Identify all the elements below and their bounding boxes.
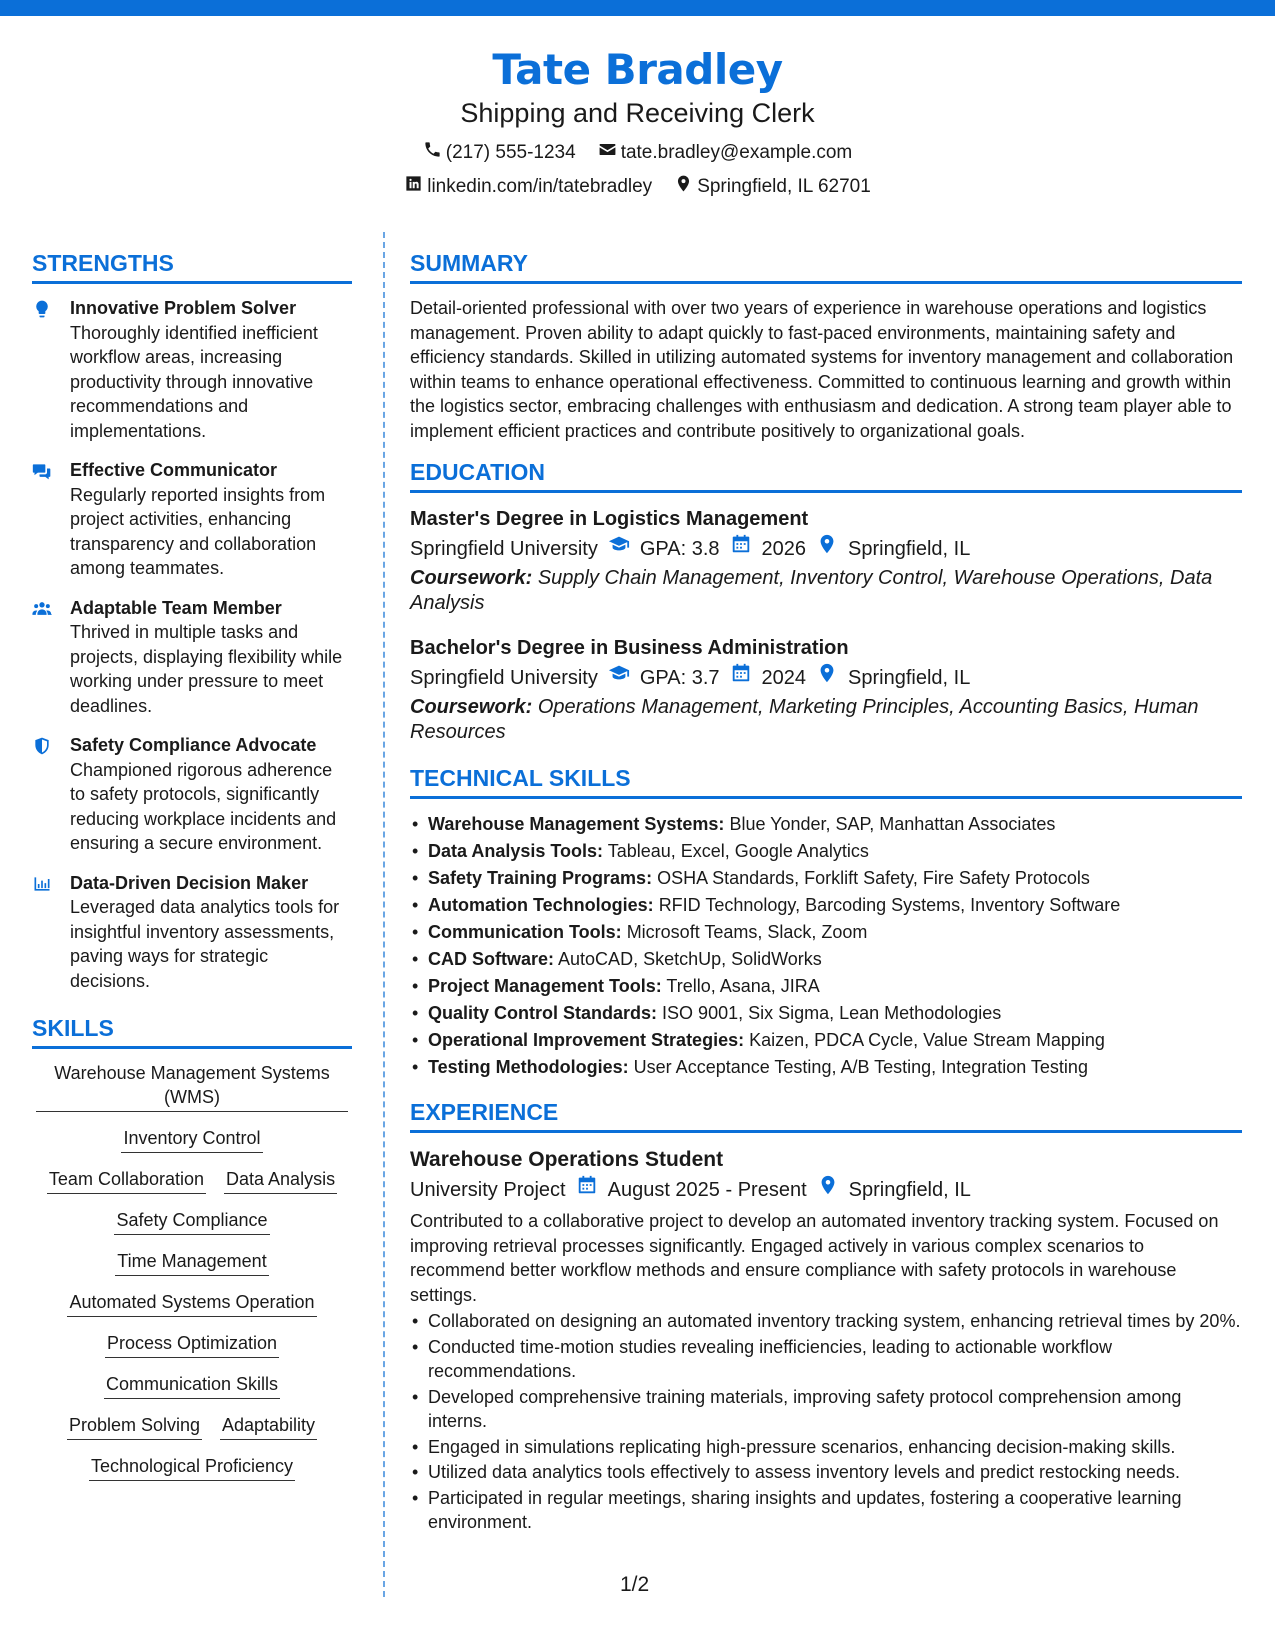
strength-title: Effective Communicator — [70, 460, 278, 480]
skill-chip: Inventory Control — [121, 1126, 262, 1153]
calendar-icon — [730, 662, 752, 693]
graduation-cap-icon — [608, 662, 630, 693]
calendar-icon — [576, 1174, 598, 1205]
map-marker-icon — [674, 174, 693, 200]
skill-chip: Warehouse Management Systems (WMS) — [36, 1061, 348, 1112]
skills-list — [32, 1061, 352, 1481]
list-item: • Engaged in simulations replicating high-pressure scenarios, enhancing decision-making skills. — [410, 1435, 1242, 1460]
education-meta — [410, 533, 1242, 564]
strength-item — [32, 733, 352, 856]
skills-heading: SKILLS — [32, 1013, 352, 1049]
tech-skill-value: Kaizen, PDCA Cycle, Value Stream Mapping — [749, 1030, 1105, 1050]
skill-row — [32, 1167, 352, 1194]
location-text: Springfield, IL 62701 — [697, 176, 871, 197]
skill-chip: Safety Compliance — [114, 1208, 269, 1235]
skill-row — [32, 1331, 352, 1358]
job-location: Springfield, IL — [848, 1178, 971, 1201]
contact-email[interactable] — [598, 140, 853, 166]
graduation-year: 2026 — [761, 537, 807, 560]
page-number: 1/2 — [620, 1573, 650, 1596]
experience-entry — [410, 1145, 1242, 1535]
skill-chip: Communication Skills — [104, 1372, 280, 1399]
list-item — [410, 838, 1242, 865]
coursework — [410, 566, 1242, 616]
job-dates: August 2025 - Present — [607, 1178, 807, 1201]
degree-title: Bachelor's Degree in Business Administration — [410, 637, 849, 659]
users-icon — [32, 596, 56, 719]
list-item — [410, 973, 1242, 1000]
tech-skill-label: Safety Training Programs: — [428, 868, 653, 888]
phone-text: (217) 555-1234 — [445, 142, 576, 163]
tech-skill-value: User Acceptance Testing, A/B Testing, Integration Testing — [633, 1057, 1088, 1077]
summary-heading: SUMMARY — [410, 248, 1242, 284]
strength-title: Adaptable Team Member — [70, 597, 282, 618]
tech-skill-value: Blue Yonder, SAP, Manhattan Associates — [729, 814, 1056, 834]
contact-phone[interactable] — [423, 140, 576, 166]
contact-row-1 — [0, 140, 1275, 166]
job-title: Warehouse Operations Student — [410, 1148, 724, 1171]
job-description: Contributed to a collaborative project to develop an automated inventory tracking system. Focused on improving retrieval processes significantly. Engaged actively in various complex scenarios to recommend better workflow methods and ensure compliance with safety protocols in warehouse settings. — [410, 1211, 1219, 1305]
tech-skill-value: RFID Technology, Barcoding Systems, Inventory Software — [658, 895, 1121, 915]
tech-skill-label: Communication Tools: — [428, 922, 622, 942]
column-divider — [383, 232, 385, 1597]
list-item: • Utilized data analytics tools effectively to assess inventory levels and predict restocking needs. — [410, 1460, 1242, 1485]
strength-title: Safety Compliance Advocate — [70, 735, 317, 755]
left-column — [32, 248, 352, 1495]
list-item — [410, 919, 1242, 946]
skill-row — [32, 1413, 352, 1440]
skill-row — [32, 1372, 352, 1399]
summary-text: Detail-oriented professional with over two years of experience in warehouse operations and logistics management. Proven ability to adapt quickly to fast-paced environments, maintaining safety and efficiency standards. Skilled in utilizing automated systems for inventory management and collaboration within teams to enhance operational effectiveness. Committed to continuous learning and growth within the logistics sector, embracing challenges with enthusiasm and dedication. A strong team player able to implement efficient practices and contribute positively to organizational goals. — [410, 298, 1234, 441]
education-entry — [410, 505, 1242, 616]
skill-chip: Technological Proficiency — [89, 1454, 295, 1481]
skill-chip: Data Analysis — [224, 1167, 337, 1194]
skill-row — [32, 1061, 352, 1112]
strength-desc: Thrived in multiple tasks and projects, displaying flexibility while working under pressure to meet deadlines. — [70, 622, 343, 716]
school-name: Springfield University — [410, 666, 598, 689]
job-org: University Project — [410, 1178, 566, 1201]
coursework — [410, 695, 1242, 745]
strength-desc: Championed rigorous adherence to safety protocols, significantly reducing workplace incidents and ensuring a secure environment. — [70, 759, 337, 853]
skill-row — [32, 1454, 352, 1481]
strength-desc: Thoroughly identified inefficient workflow areas, increasing productivity through innovative recommendations and implementations. — [70, 322, 318, 441]
list-item — [410, 946, 1242, 973]
list-item: • Conducted time-motion studies revealing inefficiencies, leading to actionable workflow recommendations. — [410, 1335, 1242, 1384]
tech-skill-value: ISO 9001, Six Sigma, Lean Methodologies — [662, 1003, 1002, 1023]
skill-chip: Time Management — [115, 1249, 268, 1276]
list-item: • Developed comprehensive training materials, improving safety protocol comprehension among interns. — [410, 1385, 1242, 1434]
experience-heading: EXPERIENCE — [410, 1097, 1242, 1133]
skill-row — [32, 1208, 352, 1235]
tech-skill-label: Operational Improvement Strategies: — [428, 1030, 745, 1050]
linkedin-icon — [404, 174, 423, 200]
tech-skill-value: Microsoft Teams, Slack, Zoom — [626, 922, 868, 942]
tech-skill-label: Automation Technologies: — [428, 895, 654, 915]
strength-item — [32, 596, 352, 719]
technical-skills-list — [410, 811, 1242, 1081]
contact-row-2 — [0, 174, 1275, 200]
skill-row — [32, 1290, 352, 1317]
map-marker-icon — [817, 1174, 839, 1205]
gpa-text: GPA: 3.7 — [639, 666, 720, 689]
gpa-text: GPA: 3.8 — [639, 537, 720, 560]
job-meta — [410, 1174, 1242, 1205]
graduation-year: 2024 — [761, 666, 807, 689]
education-meta — [410, 662, 1242, 693]
envelope-icon — [598, 140, 617, 166]
map-marker-icon — [816, 533, 838, 564]
phone-icon — [423, 140, 442, 166]
right-column — [410, 248, 1242, 1536]
linkedin-text: linkedin.com/in/tatebradley — [427, 176, 653, 197]
tech-skill-value: OSHA Standards, Forklift Safety, Fire Safety Protocols — [657, 868, 1090, 888]
tech-skill-value: Tableau, Excel, Google Analytics — [607, 841, 869, 861]
skill-chip: Team Collaboration — [47, 1167, 206, 1194]
tech-skill-value: AutoCAD, SketchUp, SolidWorks — [558, 949, 822, 969]
tech-skill-label: Project Management Tools: — [428, 976, 662, 996]
school-location: Springfield, IL — [848, 666, 971, 689]
candidate-title: Shipping and Receiving Clerk — [460, 98, 815, 128]
strength-item — [32, 296, 352, 443]
education-heading: EDUCATION — [410, 457, 1242, 493]
strength-title: Innovative Problem Solver — [70, 298, 297, 318]
skill-chip: Automated Systems Operation — [67, 1290, 316, 1317]
tech-skill-label: Data Analysis Tools: — [428, 841, 604, 861]
graduation-cap-icon — [608, 533, 630, 564]
education-entry — [410, 634, 1242, 745]
school-name: Springfield University — [410, 537, 598, 560]
tech-skill-label: CAD Software: — [428, 949, 555, 969]
list-item — [410, 865, 1242, 892]
strength-item — [32, 458, 352, 581]
tech-skill-label: Warehouse Management Systems: — [428, 814, 725, 834]
strength-title: Data-Driven Decision Maker — [70, 872, 309, 893]
coursework-text: Operations Management, Marketing Principles, Accounting Basics, Human Resources — [410, 696, 1199, 743]
list-item: • Collaborated on designing an automated inventory tracking system, enhancing retrieval times by 20%. — [410, 1309, 1242, 1334]
skill-chip: Process Optimization — [105, 1331, 279, 1358]
skill-chip: Problem Solving — [67, 1413, 202, 1440]
lightbulb-icon — [32, 296, 56, 443]
list-item — [410, 892, 1242, 919]
tech-skill-value: Trello, Asana, JIRA — [666, 976, 820, 996]
job-bullets — [410, 1309, 1242, 1535]
resume-header — [0, 42, 1275, 200]
coursework-label: Coursework: — [410, 696, 533, 718]
skill-chip: Adaptability — [220, 1413, 317, 1440]
skill-row — [32, 1249, 352, 1276]
strength-item — [32, 871, 352, 994]
technical-skills-heading: TECHNICAL SKILLS — [410, 763, 1242, 799]
top-accent-bar — [0, 0, 1275, 16]
list-item — [410, 1054, 1242, 1081]
contact-linkedin[interactable] — [404, 174, 652, 200]
strength-desc: Leveraged data analytics tools for insightful inventory assessments, paving ways for strategic decisions. — [70, 897, 340, 991]
comments-icon — [32, 458, 56, 581]
email-text: tate.bradley@example.com — [620, 142, 853, 163]
school-location: Springfield, IL — [848, 537, 971, 560]
tech-skill-label: Testing Methodologies: — [428, 1057, 629, 1077]
strength-desc: Regularly reported insights from project activities, enhancing transparency and collaboration among teammates. — [70, 484, 326, 578]
candidate-name: Tate Bradley — [492, 45, 783, 94]
list-item — [410, 1027, 1242, 1054]
strengths-heading: STRENGTHS — [32, 248, 352, 284]
tech-skill-label: Quality Control Standards: — [428, 1003, 658, 1023]
list-item: • Participated in regular meetings, sharing insights and updates, fostering a cooperative learning environment. — [410, 1486, 1242, 1535]
map-marker-icon — [816, 662, 838, 693]
contact-location — [674, 174, 871, 200]
skill-row — [32, 1126, 352, 1153]
calendar-icon — [730, 533, 752, 564]
shield-icon — [32, 733, 56, 856]
degree-title: Master's Degree in Logistics Management — [410, 508, 809, 530]
chart-bar-icon — [32, 871, 56, 994]
list-item — [410, 1000, 1242, 1027]
list-item — [410, 811, 1242, 838]
coursework-text: Supply Chain Management, Inventory Control, Warehouse Operations, Data Analysis — [410, 567, 1213, 614]
coursework-label: Coursework: — [410, 567, 533, 589]
